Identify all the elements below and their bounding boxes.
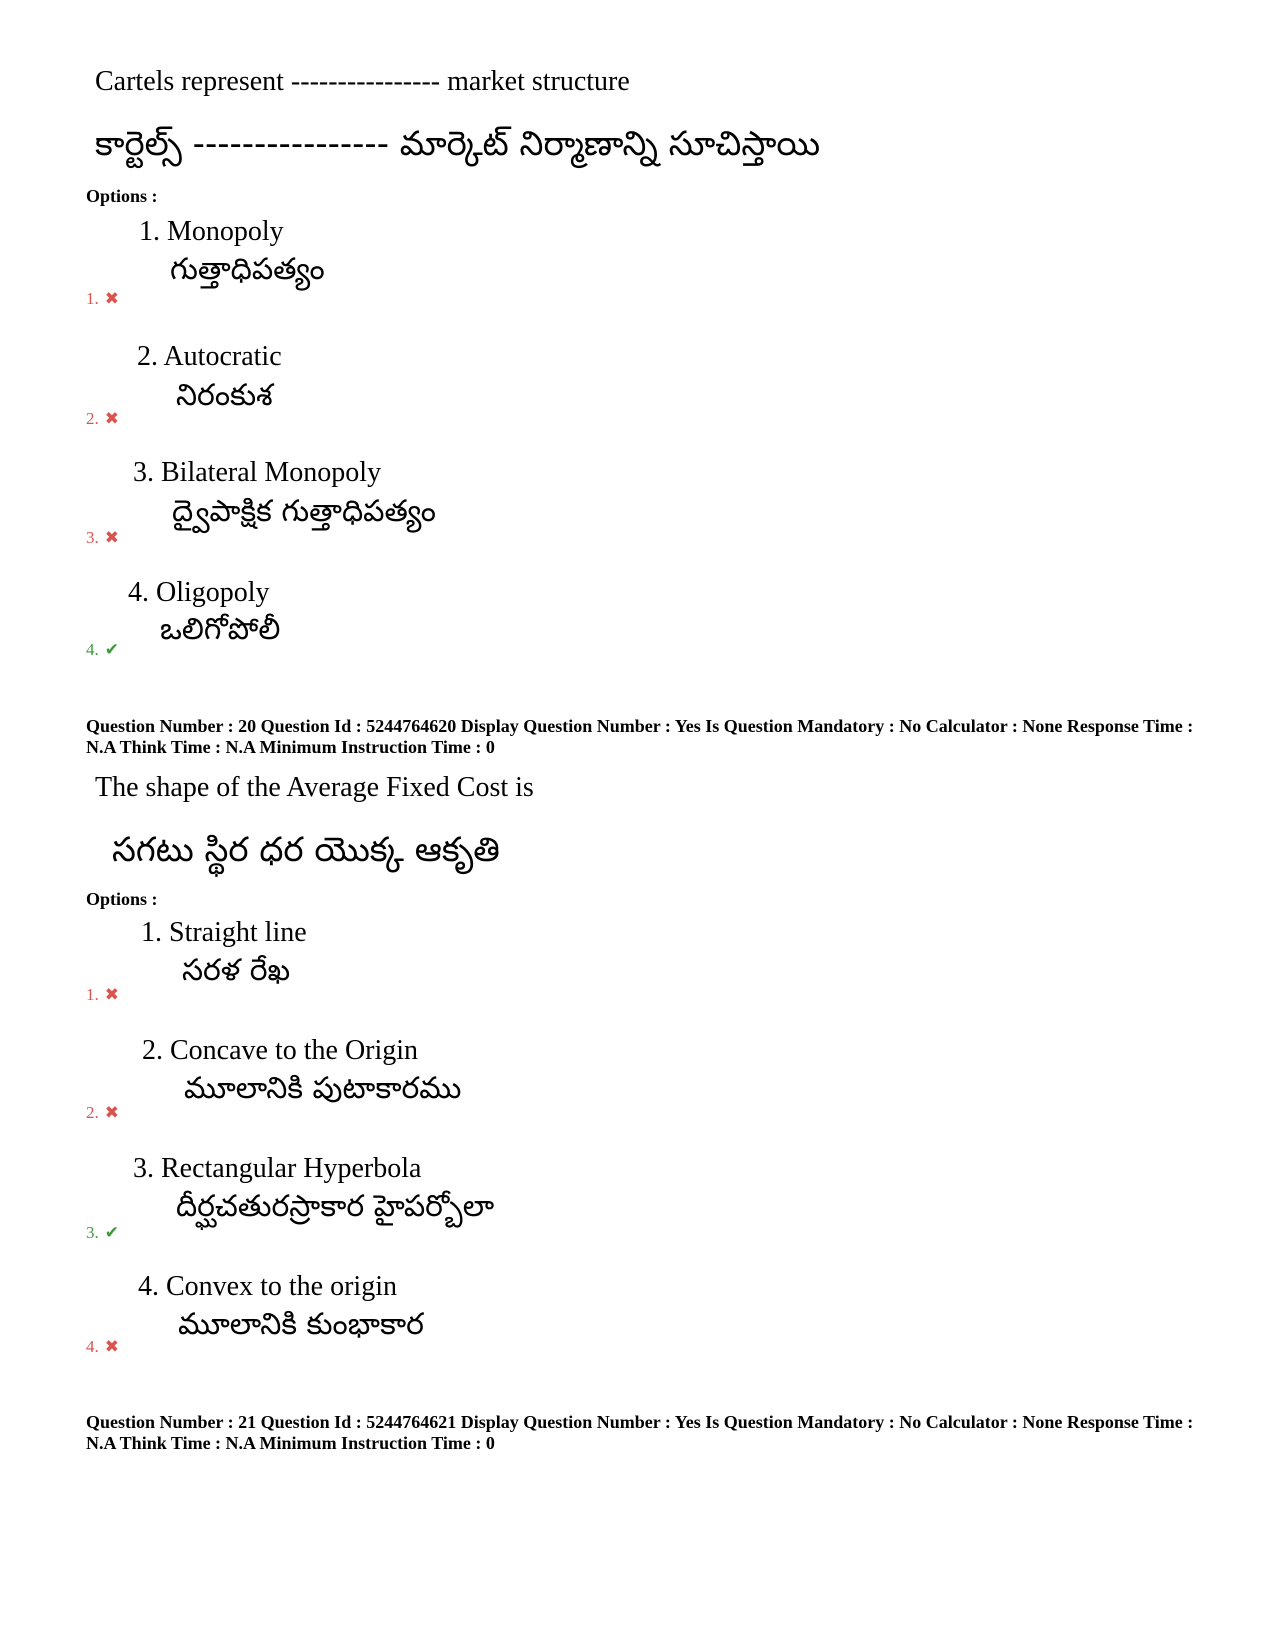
option-number: 3.: [86, 1223, 99, 1242]
wrong-marker: [86, 1103, 119, 1123]
option-text-te: ద్వైపాక్షిక గుత్తాధిపత్యం: [172, 494, 436, 529]
option-text-te: నిరంకుశ: [176, 378, 273, 413]
cross-icon: ✖: [104, 409, 119, 428]
option-number: 2.: [86, 1103, 99, 1122]
cross-icon: ✖: [104, 985, 119, 1004]
cross-icon: ✖: [104, 1103, 119, 1122]
question-19-text-en: Cartels represent ---------------- market structure: [95, 66, 630, 97]
option-number: 3.: [86, 528, 99, 547]
option-text-te: సరళ రేఖ: [182, 953, 291, 988]
option-text-en: 4. Oligopoly: [128, 577, 270, 608]
option-text-te: ఒలిగోపోలీ: [160, 612, 281, 647]
option-text-en: 1. Straight line: [141, 917, 307, 948]
option-text-te: మూలానికి పుటాకారము: [184, 1071, 462, 1106]
question-19-text-te: కార్టెల్స్ ---------------- మార్కెట్ నిర్మాణాన్ని సూచిస్తాయి: [95, 124, 821, 164]
correct-marker: [86, 1223, 119, 1243]
wrong-marker: [86, 528, 119, 548]
check-icon: ✔: [104, 1223, 119, 1242]
question-20-meta: Question Number : 20 Question Id : 5244764620 Display Question Number : Yes Is Question Mandatory : No Calculator : None Response Time : N.A Think Time : N.A Minimum Instruction Time : 0: [86, 716, 1194, 757]
options-label: Options :: [86, 889, 158, 909]
option-number: 4.: [86, 640, 99, 659]
option-text-en: 1. Monopoly: [139, 216, 284, 247]
wrong-marker: [86, 985, 119, 1005]
cross-icon: ✖: [104, 289, 119, 308]
option-text-en: 3. Bilateral Monopoly: [133, 457, 382, 488]
wrong-marker: [86, 1337, 119, 1357]
correct-marker: [86, 640, 119, 660]
options-label: Options :: [86, 186, 158, 206]
wrong-marker: [86, 409, 119, 429]
question-20-text-te: సగటు స్థిర ధర యొక్క ఆకృతి: [112, 830, 500, 870]
option-text-en: 2. Autocratic: [137, 341, 282, 372]
option-number: 2.: [86, 409, 99, 428]
option-text-te: మూలానికి కుంభాకార: [178, 1307, 424, 1342]
cross-icon: ✖: [104, 1337, 119, 1356]
option-text-te: గుత్తాధిపత్యం: [170, 252, 325, 287]
option-text-en: 4. Convex to the origin: [138, 1271, 397, 1302]
option-number: 1.: [86, 985, 99, 1004]
question-21-meta: Question Number : 21 Question Id : 5244764621 Display Question Number : Yes Is Question Mandatory : No Calculator : None Response Time : N.A Think Time : N.A Minimum Instruction Time : 0: [86, 1412, 1194, 1453]
question-20-text-en: The shape of the Average Fixed Cost is: [95, 772, 534, 803]
option-number: 4.: [86, 1337, 99, 1356]
option-number: 1.: [86, 289, 99, 308]
check-icon: ✔: [104, 640, 119, 659]
wrong-marker: [86, 289, 119, 309]
option-text-te: దీర్ఘచతురస్రాకార హైపర్బోలా: [176, 1189, 495, 1224]
cross-icon: ✖: [104, 528, 119, 547]
option-text-en: 2. Concave to the Origin: [142, 1035, 419, 1066]
option-text-en: 3. Rectangular Hyperbola: [133, 1153, 422, 1184]
